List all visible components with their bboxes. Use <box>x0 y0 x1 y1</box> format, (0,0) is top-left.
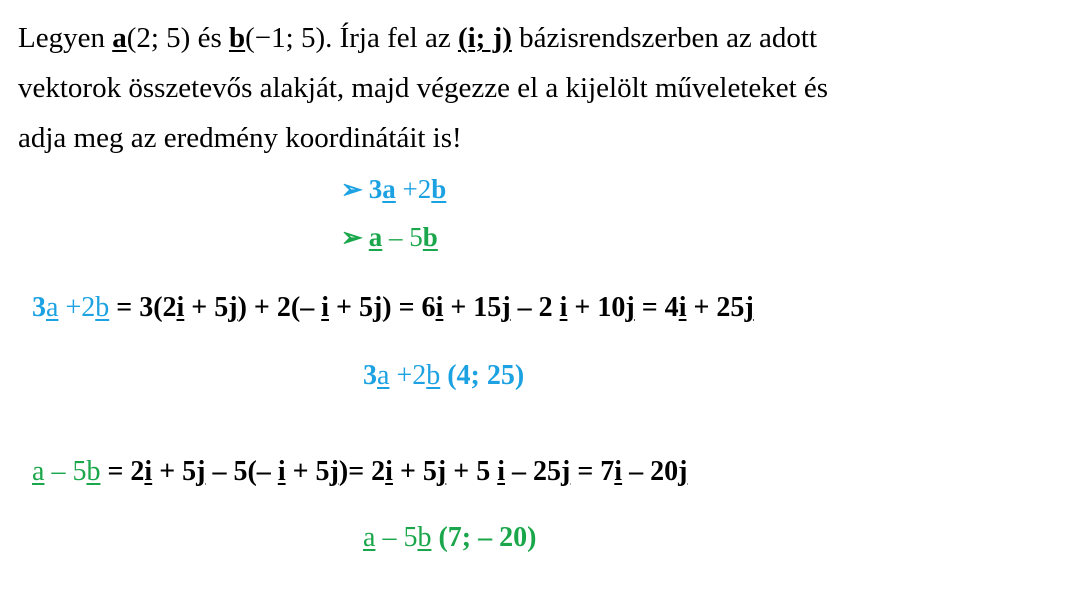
operator: – 5 <box>44 456 87 487</box>
vector-a-symbol: a <box>377 360 390 391</box>
basis-symbol: (i; j) <box>457 22 512 54</box>
unit-vector-i: i <box>144 456 153 487</box>
equation-term: = 2 <box>100 456 145 487</box>
intro-line-2: vektorok összetevős alakját, majd végezze el a kijelölt műveleteket és <box>18 72 829 104</box>
vector-a-symbol: a <box>382 174 396 204</box>
intro-line-3: adja meg az eredmény koordinátáit is! <box>18 122 462 154</box>
task-item-1 <box>341 174 446 205</box>
vector-a-coords: (2; 5) és <box>126 22 229 54</box>
unit-vector-j: j <box>329 456 339 487</box>
equation-term: + 5 <box>328 292 373 323</box>
vector-b-symbol: b <box>229 22 246 54</box>
solution-2-rhs <box>100 456 687 487</box>
vector-b-symbol: b <box>431 174 447 204</box>
operator: – 5 <box>382 222 423 252</box>
unit-vector-j: j <box>678 456 688 487</box>
solution-1-equation <box>32 292 754 324</box>
equation-term: + 5 <box>152 456 197 487</box>
vector-b-symbol: b <box>95 292 110 323</box>
coefficient: 3 <box>368 174 383 204</box>
unit-vector-j: j <box>561 456 571 487</box>
vector-a-symbol: a <box>46 292 59 323</box>
vector-b-symbol: b <box>86 456 101 487</box>
unit-vector-j: j <box>228 292 238 323</box>
unit-vector-i: i <box>614 456 623 487</box>
equation-term: + 5 <box>392 456 437 487</box>
vector-a-symbol: a <box>363 522 376 553</box>
intro-text: bázisrendszerben az adott <box>511 22 818 54</box>
equation-term: – 2 <box>510 292 560 323</box>
unit-vector-i: i <box>678 292 687 323</box>
unit-vector-j: j <box>625 292 635 323</box>
vector-a-symbol: a <box>112 22 127 54</box>
intro-text: Legyen <box>18 22 113 54</box>
unit-vector-j: j <box>436 456 447 487</box>
vector-a-symbol: a <box>32 456 45 487</box>
unit-vector-i: i <box>277 456 286 487</box>
unit-vector-i: i <box>385 456 393 487</box>
equation-term: + 15 <box>443 292 502 323</box>
equation-term: + 5 <box>446 456 498 487</box>
unit-vector-i: i <box>321 292 329 323</box>
task-item-2 <box>341 222 438 253</box>
intro-line-1 <box>18 22 817 55</box>
coefficient: 3 <box>363 360 377 391</box>
coefficient: 3 <box>32 292 46 323</box>
equation-term: = 7 <box>570 456 615 487</box>
unit-vector-j: j <box>744 292 754 323</box>
unit-vector-j: j <box>501 292 511 323</box>
arrow-bullet-icon: ➢ <box>341 223 363 252</box>
result-coordinates: (4; 25) <box>440 360 525 391</box>
unit-vector-i: i <box>559 292 568 323</box>
solution-1-result <box>363 360 524 392</box>
equation-term: – 5(– <box>205 456 278 487</box>
vector-b-symbol: b <box>417 522 432 553</box>
operator: +2 <box>395 174 432 204</box>
vector-a-symbol: a <box>368 222 383 252</box>
equation-term: )= 2 <box>338 456 386 487</box>
equation-term: + 25 <box>686 292 745 323</box>
solution-1-rhs <box>109 292 754 323</box>
unit-vector-i: i <box>176 292 185 323</box>
equation-term: = 3(2 <box>109 292 177 323</box>
vector-b-symbol: b <box>422 222 438 252</box>
arrow-bullet-icon: ➢ <box>341 175 363 204</box>
equation-term: ) = 6 <box>382 292 436 323</box>
unit-vector-j: j <box>372 292 383 323</box>
unit-vector-i: i <box>497 456 505 487</box>
equation-term: – 20 <box>622 456 679 487</box>
equation-term: + 10 <box>567 292 626 323</box>
equation-term: ) + 2(– <box>237 292 322 323</box>
equation-term: + 5 <box>184 292 229 323</box>
vector-b-symbol: b <box>426 360 441 391</box>
result-coordinates: (7; – 20) <box>431 522 537 553</box>
unit-vector-i: i <box>435 292 444 323</box>
operator: – 5 <box>375 522 418 553</box>
solution-2-equation <box>32 456 687 488</box>
solution-2-result <box>363 522 536 554</box>
equation-term: = 4 <box>634 292 679 323</box>
equation-term: + 5 <box>285 456 330 487</box>
operator: +2 <box>389 360 427 391</box>
equation-term: – 25 <box>505 456 561 487</box>
unit-vector-j: j <box>196 456 206 487</box>
solution-2-lhs <box>32 456 100 487</box>
solution-1-lhs <box>32 292 109 323</box>
vector-b-coords: (−1; 5). Írja fel az <box>245 22 458 54</box>
operator: +2 <box>58 292 96 323</box>
